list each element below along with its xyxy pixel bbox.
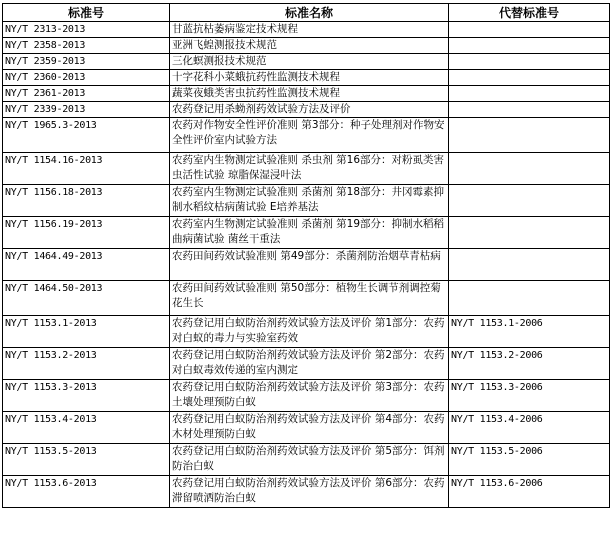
standard-code: NY/T 1153.4-2013 bbox=[3, 412, 170, 444]
standard-code: NY/T 1965.3-2013 bbox=[3, 118, 170, 153]
standard-code: NY/T 1156.18-2013 bbox=[3, 185, 170, 217]
table-row bbox=[3, 444, 610, 476]
table-row bbox=[3, 348, 610, 380]
standard-name: 农药登记用白蚁防治剂药效试验方法及评价 第6部分：农药滞留喷洒防治白蚁 bbox=[170, 476, 449, 508]
replaced-standard bbox=[449, 54, 610, 70]
standards-table bbox=[2, 3, 610, 508]
standard-code: NY/T 1153.6-2013 bbox=[3, 476, 170, 508]
replaced-standard bbox=[449, 22, 610, 38]
header-row bbox=[3, 4, 610, 22]
table-row bbox=[3, 217, 610, 249]
table-body bbox=[3, 22, 610, 508]
replaced-standard bbox=[449, 281, 610, 316]
replaced-standard bbox=[449, 153, 610, 185]
standard-name: 农药室内生物测定试验准则 杀菌剂 第19部分：抑制水稻稻曲病菌试验 菌丝干重法 bbox=[170, 217, 449, 249]
header-replaces: 代替标准号 bbox=[449, 4, 610, 22]
replaced-standard bbox=[449, 249, 610, 281]
table-row bbox=[3, 185, 610, 217]
replaced-standard: NY/T 1153.6-2006 bbox=[449, 476, 610, 508]
standard-code: NY/T 2339-2013 bbox=[3, 102, 170, 118]
table-row bbox=[3, 281, 610, 316]
standard-code: NY/T 2361-2013 bbox=[3, 86, 170, 102]
replaced-standard bbox=[449, 185, 610, 217]
standard-code: NY/T 1153.2-2013 bbox=[3, 348, 170, 380]
replaced-standard: NY/T 1153.4-2006 bbox=[449, 412, 610, 444]
standard-name: 农药登记用杀蚴剂药效试验方法及评价 bbox=[170, 102, 449, 118]
replaced-standard bbox=[449, 86, 610, 102]
replaced-standard bbox=[449, 118, 610, 153]
standard-code: NY/T 1464.49-2013 bbox=[3, 249, 170, 281]
table-row bbox=[3, 412, 610, 444]
standard-name: 三化螟测报技术规范 bbox=[170, 54, 449, 70]
table-row bbox=[3, 380, 610, 412]
standard-code: NY/T 2313-2013 bbox=[3, 22, 170, 38]
standard-name: 十字花科小菜蛾抗药性监测技术规程 bbox=[170, 70, 449, 86]
standard-name: 农药室内生物测定试验准则 杀菌剂 第18部分：井冈霉素抑制水稻纹枯病菌试验 E培养基法 bbox=[170, 185, 449, 217]
standard-code: NY/T 2358-2013 bbox=[3, 38, 170, 54]
table-row bbox=[3, 70, 610, 86]
table-row bbox=[3, 476, 610, 508]
standard-name: 农药对作物安全性评价准则 第3部分：种子处理剂对作物安全性评价室内试验方法 bbox=[170, 118, 449, 153]
replaced-standard bbox=[449, 217, 610, 249]
table-row bbox=[3, 86, 610, 102]
standard-code: NY/T 2359-2013 bbox=[3, 54, 170, 70]
table-row bbox=[3, 249, 610, 281]
standard-name: 蔬菜夜蛾类害虫抗药性监测技术规程 bbox=[170, 86, 449, 102]
replaced-standard bbox=[449, 102, 610, 118]
replaced-standard bbox=[449, 38, 610, 54]
standard-code: NY/T 1154.16-2013 bbox=[3, 153, 170, 185]
table-row bbox=[3, 316, 610, 348]
standard-name: 农药登记用白蚁防治剂药效试验方法及评价 第2部分：农药对白蚁毒效传递的室内测定 bbox=[170, 348, 449, 380]
header-code: 标准号 bbox=[3, 4, 170, 22]
standard-name: 甘蓝抗枯萎病鉴定技术规程 bbox=[170, 22, 449, 38]
replaced-standard: NY/T 1153.3-2006 bbox=[449, 380, 610, 412]
table-row bbox=[3, 22, 610, 38]
standard-code: NY/T 1153.5-2013 bbox=[3, 444, 170, 476]
replaced-standard: NY/T 1153.1-2006 bbox=[449, 316, 610, 348]
standard-name: 农药室内生物测定试验准则 杀虫剂 第16部分：对粉虱类害虫活性试验 琼脂保湿浸叶法 bbox=[170, 153, 449, 185]
standard-name: 农药登记用白蚁防治剂药效试验方法及评价 第5部分：饵剂防治白蚁 bbox=[170, 444, 449, 476]
table-row bbox=[3, 102, 610, 118]
replaced-standard: NY/T 1153.5-2006 bbox=[449, 444, 610, 476]
standard-code: NY/T 1153.1-2013 bbox=[3, 316, 170, 348]
standard-name: 农药登记用白蚁防治剂药效试验方法及评价 第3部分：农药土壤处理预防白蚁 bbox=[170, 380, 449, 412]
table-header bbox=[3, 4, 610, 22]
standard-code: NY/T 1153.3-2013 bbox=[3, 380, 170, 412]
standard-code: NY/T 2360-2013 bbox=[3, 70, 170, 86]
standard-name: 农药田间药效试验准则 第49部分：杀菌剂防治烟草青枯病 bbox=[170, 249, 449, 281]
replaced-standard bbox=[449, 70, 610, 86]
replaced-standard: NY/T 1153.2-2006 bbox=[449, 348, 610, 380]
standard-name: 农药田间药效试验准则 第50部分：植物生长调节剂调控菊花生长 bbox=[170, 281, 449, 316]
standard-name: 农药登记用白蚁防治剂药效试验方法及评价 第1部分：农药对白蚁的毒力与实验室药效 bbox=[170, 316, 449, 348]
header-name: 标准名称 bbox=[170, 4, 449, 22]
table-row bbox=[3, 38, 610, 54]
table-row bbox=[3, 153, 610, 185]
standard-name: 农药登记用白蚁防治剂药效试验方法及评价 第4部分：农药木材处理预防白蚁 bbox=[170, 412, 449, 444]
standard-code: NY/T 1156.19-2013 bbox=[3, 217, 170, 249]
standard-code: NY/T 1464.50-2013 bbox=[3, 281, 170, 316]
table-row bbox=[3, 54, 610, 70]
table-row bbox=[3, 118, 610, 153]
standard-name: 亚洲飞蝗测报技术规范 bbox=[170, 38, 449, 54]
